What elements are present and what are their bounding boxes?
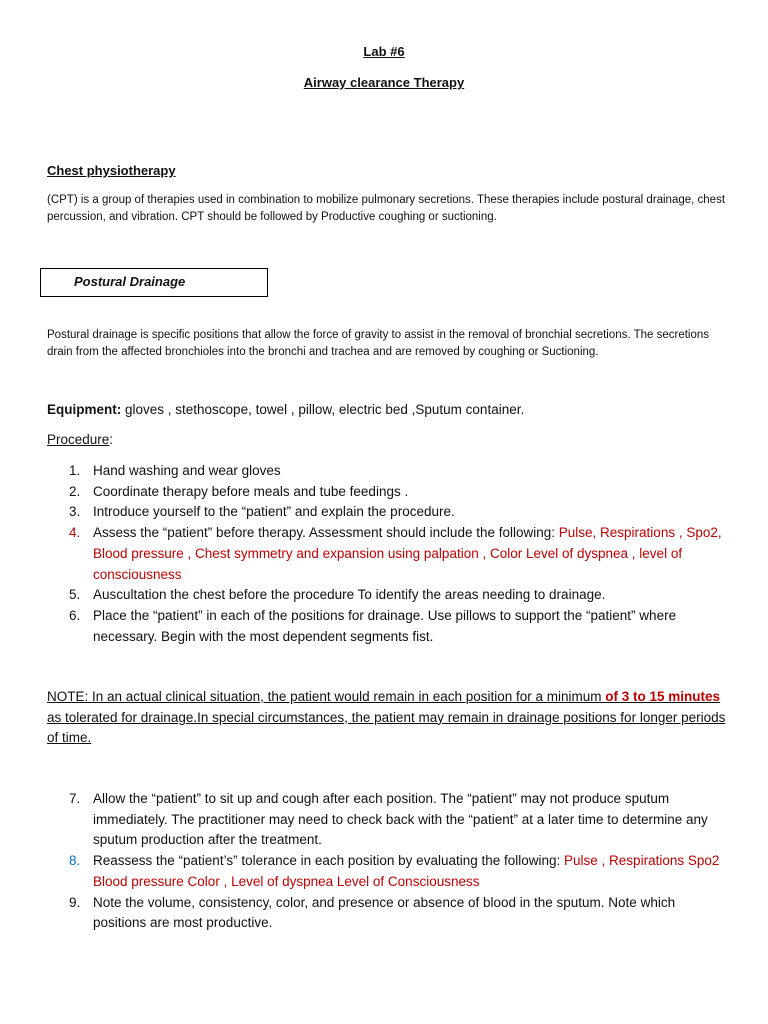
step-text: Auscultation the chest before the procedure To identify the areas needing to drainage. [93, 587, 606, 603]
step-text: Introduce yourself to the “patient” and explain the procedure. [93, 504, 455, 520]
step-text: Hand washing and wear gloves [93, 463, 281, 478]
clinical-note [47, 687, 727, 749]
postural-drainage-title: Postural Drainage [74, 274, 186, 289]
step-number: 1. [69, 463, 81, 478]
list-item [47, 585, 725, 606]
note-emphasis: of 3 to 15 minutes [605, 689, 721, 704]
step-text: Place the “patient” in each of the positions for drainage. Use pillows to support the “patient” where necessary. Begin with the most dependent segments fist. [93, 607, 677, 644]
step-text: Coordinate therapy before meals and tube feedings . [93, 483, 409, 499]
procedure-label: Procedure [47, 432, 110, 447]
step-highlight: Pulse, Respirations , Spo2, Blood pressure , Chest symmetry and expansion using palpation , Color Level of dyspnea , level of consciousness [93, 525, 722, 582]
list-item [47, 893, 725, 934]
step-highlight: Pulse , Respirations Spo2 Blood pressure Color , Level of dyspnea Level of Consciousness [93, 853, 720, 889]
list-item [47, 523, 725, 585]
chest-physio-paragraph: (CPT) is a group of therapies used in combination to mobilize pulmonary secretions. These therapies include postural drainage, chest percussion, and vibration. CPT should be followed by Productive coughing or suctioning. [47, 194, 726, 223]
list-item [47, 502, 725, 523]
step-number: 3. [69, 504, 81, 520]
list-item [47, 482, 725, 503]
lab-title: Lab #6 [363, 44, 405, 59]
note-text-before: NOTE: In an actual clinical situation, the patient would remain in each position for a minimum [47, 689, 606, 704]
page-subtitle: Airway clearance Therapy [303, 75, 465, 90]
list-item [47, 606, 725, 647]
chest-physio-heading: Chest physiotherapy [47, 163, 176, 178]
step-text: Allow the “patient” to sit up and cough after each position. The “patient” may not produce sputum immediately. The practitioner may need to check back with the “patient” at a later time to determine any sputum production after the treatment. [93, 791, 708, 848]
step-number: 6. [69, 607, 81, 623]
list-item [47, 851, 725, 892]
note-text-after: as tolerated for drainage.In special circumstances, the patient may remain in drainage positions for longer periods of time. [47, 709, 726, 746]
step-text: Assess the “patient” before therapy. Assessment should include the following: [93, 525, 559, 541]
equipment-line [47, 402, 524, 417]
postural-drainage-paragraph: Postural drainage is specific positions that allow the force of gravity to assist in the removal of bronchial secretions. The secretions drain from the affected bronchioles into the bronchi and trachea and are removed by coughing or Suctioning. [47, 329, 710, 358]
procedure-label-suffix: : [109, 432, 114, 447]
step-number: 2. [69, 483, 81, 499]
list-item [47, 461, 725, 482]
step-number: 9. [69, 894, 81, 910]
step-text: Reassess the “patient’s” tolerance in each position by evaluating the following: [93, 853, 565, 869]
procedure-heading [47, 432, 113, 447]
equipment-items: gloves , stethoscope, towel , pillow, electric bed ,Sputum container. [121, 402, 525, 417]
procedure-steps-list [47, 461, 725, 647]
step-number: 5. [69, 587, 81, 603]
equipment-label: Equipment: [47, 402, 122, 417]
step-number: 8. [69, 853, 81, 869]
step-number: 4. [69, 525, 81, 541]
step-text: Note the volume, consistency, color, and presence or absence of blood in the sputum. Note which positions are most productive. [93, 894, 676, 931]
postural-drainage-box [40, 268, 268, 297]
step-number: 7. [69, 791, 81, 806]
procedure-steps-list-continued [47, 789, 725, 934]
list-item [47, 789, 725, 851]
